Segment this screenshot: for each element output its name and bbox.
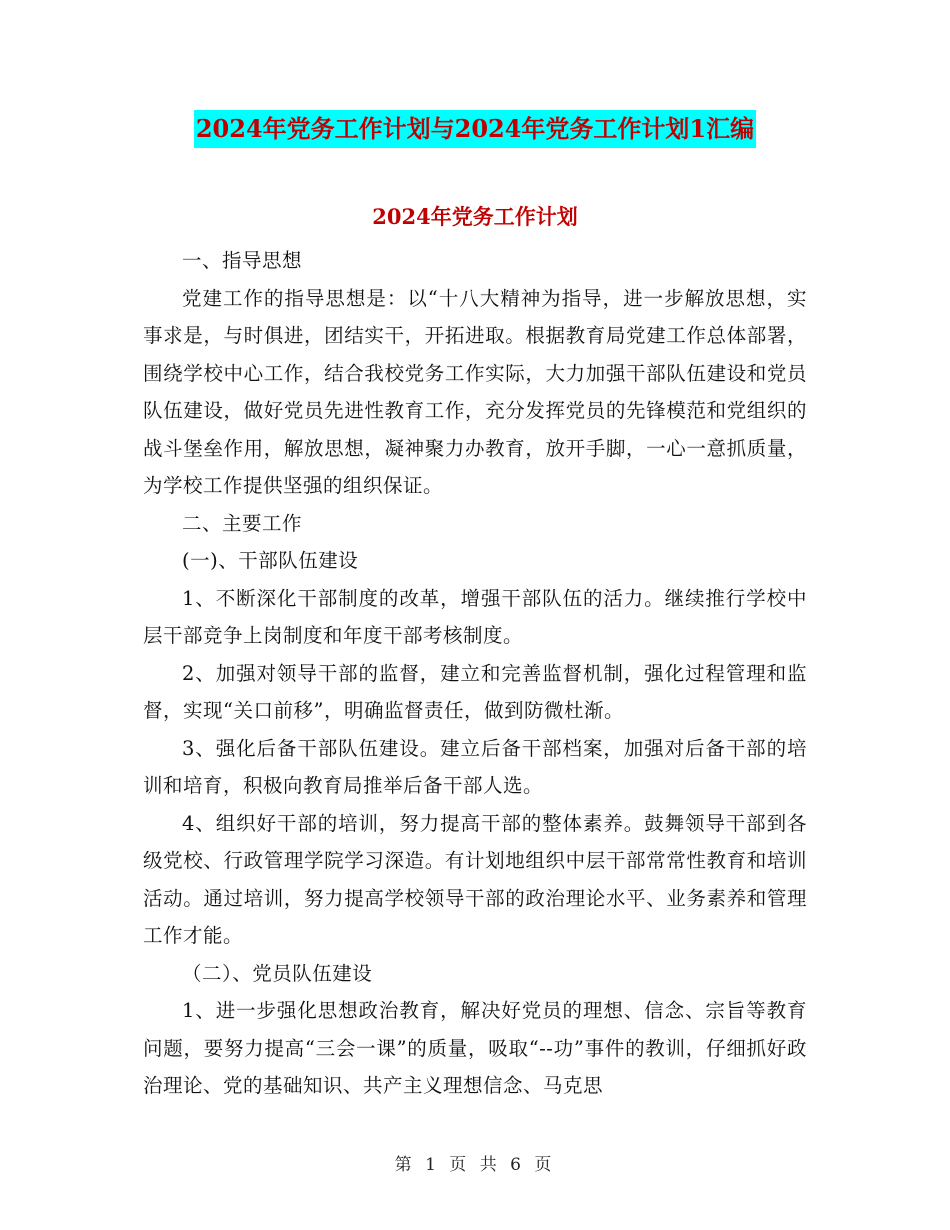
document-title-wrap: [0, 110, 950, 148]
section-heading: 二、主要工作: [182, 511, 303, 535]
section-heading: 一、指导思想: [182, 249, 303, 272]
paragraph: 2、加强对领导干部的监督，建立和完善监督机制，强化过程管理和监督，实现“关口前移”，明确监督责任，做到防微杜渐。: [143, 661, 807, 722]
section-heading: (一)、干部队伍建设: [182, 549, 359, 572]
section-title: 2024年党务工作计划: [372, 204, 578, 229]
document-title: 2024年党务工作计划与2024年党务工作计划1汇编: [194, 110, 756, 148]
paragraph: 1、不断深化干部制度的改革，增强干部队伍的活力。继续推行学校中层干部竞争上岗制度和年度干部考核制度。: [143, 586, 807, 647]
paragraph: 党建工作的指导思想是：以“十八大精神为指导，进一步解放思想，实事求是，与时俱进，团结实干，开拓进取。根据教育局党建工作总体部署，围绕学校中心工作，结合我校党务工作实际，大力加强干部队伍建设和党员队伍建设，做好党员先进性教育工作，充分发挥党员的先锋模范和党组织的战斗堡垒作用，解放思想，凝神聚力办教育，放开手脚，一心一意抓质量，为学校工作提供坚强的组织保证。: [143, 286, 807, 497]
paragraph: 1、进一步强化思想政治教育，解决好党员的理想、信念、宗旨等教育问题，要努力提高“三会一课”的质量，吸取“--功”事件的教训，仔细抓好政治理论、党的基础知识、共产主义理想信念、马克思: [143, 999, 807, 1097]
paragraph: 3、强化后备干部队伍建设。建立后备干部档案，加强对后备干部的培训和培育，积极向教育局推举后备干部人选。: [143, 736, 807, 797]
document-body: [143, 242, 807, 1105]
section-heading: （二）、党员队伍建设: [182, 961, 373, 985]
paragraph: 4、组织好干部的培训，努力提高干部的整体素养。鼓舞领导干部到各级党校、行政管理学院学习深造。有计划地组织中层干部常常性教育和培训活动。通过培训，努力提高学校领导干部的政治理论水平、业务素养和管理工作才能。: [143, 811, 807, 947]
page-footer: 第 1 页 共 6 页: [394, 1155, 556, 1175]
